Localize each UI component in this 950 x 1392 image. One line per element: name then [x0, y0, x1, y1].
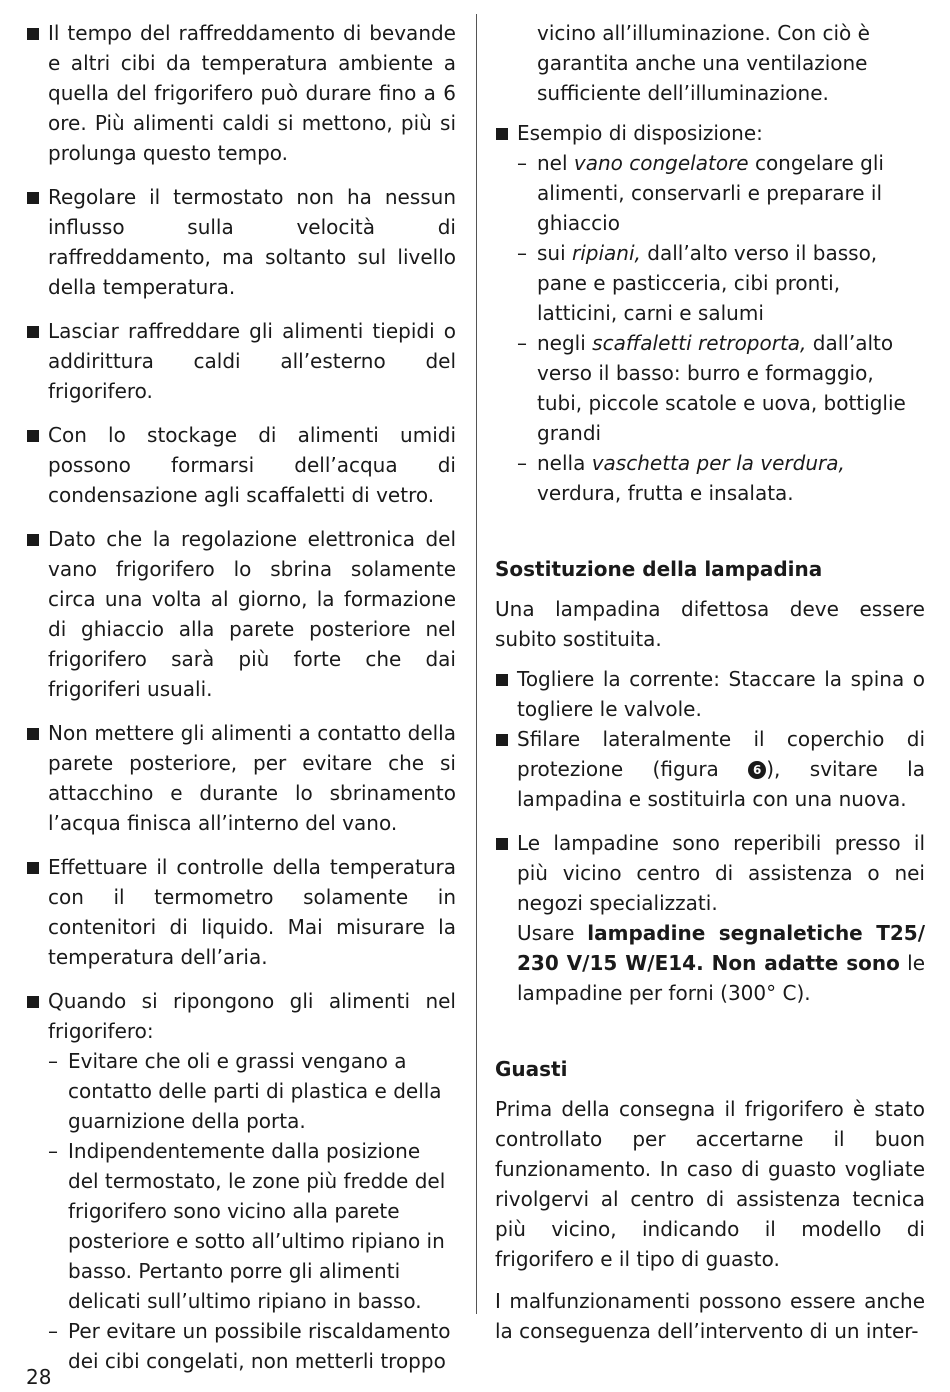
right-column [495, 18, 925, 1346]
dash-item-door-racks: – negli scaffaletti retroporta, dall’alto verso il basso: burro e formaggio, tubi, piccole scatole e uova, bottiglie grandi [517, 331, 906, 445]
dash-item-oils: – Evitare che oli e grassi vengano a contatto delle parti di plastica e della guarnizione della porta. [48, 1049, 442, 1133]
bullet-bulb-availability: Le lampadine sono reperibili presso il più vicino centro di assistenza o nei negozi specializzati. [495, 828, 925, 918]
dash-item-vegetable-bin: – nella vaschetta per la verdura, verdura, frutta e insalata. [517, 451, 845, 505]
faults-paragraph-1: Prima della consegna il frigorifero è stato controllato per accertarne il buon funzionamento. In caso di guasto vogliate rivolgervi al centro di assistenza tecnica più vicino, indicando il modello di frigorifero e il tipo di guasto. [495, 1097, 925, 1271]
bullet-back-wall: Non mettere gli alimenti a contatto della parete posteriore, per evitare che si attacchino e durante lo sbrinamento l’acqua finisca all’interno del vano. [26, 718, 456, 838]
heading-bulb-replacement: Sostituzione della lampadina [495, 557, 823, 581]
bullet-remove-cover: Sfilare lateralmente il coperchio di protezione (figura 6 ), svitare la lampadina e sostituirla con una nuova. [495, 724, 925, 814]
bulb-intro-text: Una lampadina difettosa deve essere subito sostituita. [495, 597, 925, 651]
bullet-storing-food: Quando si ripongono gli alimenti nel frigorifero: [26, 986, 456, 1046]
figure-number-badge: 6 [748, 761, 766, 779]
continuation-text: vicino all’illuminazione. Con ciò è garantita anche una ventilazione sufficiente dell’illuminazione. [537, 21, 870, 105]
bullet-ice-formation: Dato che la regolazione elettronica del vano frigorifero lo sbrina solamente circa una volta al giorno, la formazione di ghiaccio alla parete posteriore nel frigorifero sarà più forte che dai frigoriferi usuali. [26, 524, 456, 704]
bulb-specification-text: Usare lampadine segnaletiche T25/ 230 V/15 W/E14. Non adatte sono le lampadine per forni (300° C). [517, 921, 925, 1005]
bullet-condensation: Con lo stockage di alimenti umidi possono formarsi dell’acqua di condensazione agli scaffaletti di vetro. [26, 420, 456, 510]
dash-item-shelves: – sui ripiani, dall’alto verso il basso, pane e pasticceria, cibi pronti, latticini, carni e salumi [517, 241, 878, 325]
faults-paragraph-2: I malfunzionamenti possono essere anche la conseguenza dell’intervento di un inter- [495, 1289, 925, 1343]
dash-item-cold-zones: – Indipendentemente dalla posizione del termostato, le zone più fredde del frigorifero sono vicino alla parete posteriore e sotto all’ultimo ripiano in basso. Pertanto porre gli alimenti delicati sull’ultimo ripiano in basso. [48, 1139, 446, 1313]
heading-faults: Guasti [495, 1057, 568, 1081]
bullet-disconnect-power: Togliere la corrente: Staccare la spina o togliere le valvole. [495, 664, 925, 724]
bullet-temperature-check: Effettuare il controlle della temperatura con il termometro solamente in contenitori di liquido. Mai misurare la temperatura dell’aria. [26, 852, 456, 972]
dash-item-freezer: – nel vano congelatore congelare gli alimenti, conservarli e preparare il ghiaccio [517, 151, 884, 235]
column-divider [476, 14, 477, 1314]
dash-item-frozen-food: – Per evitare un possibile riscaldamento dei cibi congelati, non metterli troppo [48, 1319, 451, 1373]
page-number: 28 [26, 1365, 52, 1389]
left-column [26, 18, 456, 1376]
bullet-example-layout: Esempio di disposizione: [495, 118, 925, 148]
bullet-thermostat: Regolare il termostato non ha nessun influsso sulla velocità di raffreddamento, ma soltanto sul livello della temperatura. [26, 182, 456, 302]
bullet-cool-outside: Lasciar raffreddare gli alimenti tiepidi o addirittura caldi all’esterno del frigorifero. [26, 316, 456, 406]
bullet-cooling-time: Il tempo del raffreddamento di bevande e altri cibi da temperatura ambiente a quella del frigorifero può durare fino a 6 ore. Più alimenti caldi si mettono, più si prolunga questo tempo. [26, 18, 456, 168]
